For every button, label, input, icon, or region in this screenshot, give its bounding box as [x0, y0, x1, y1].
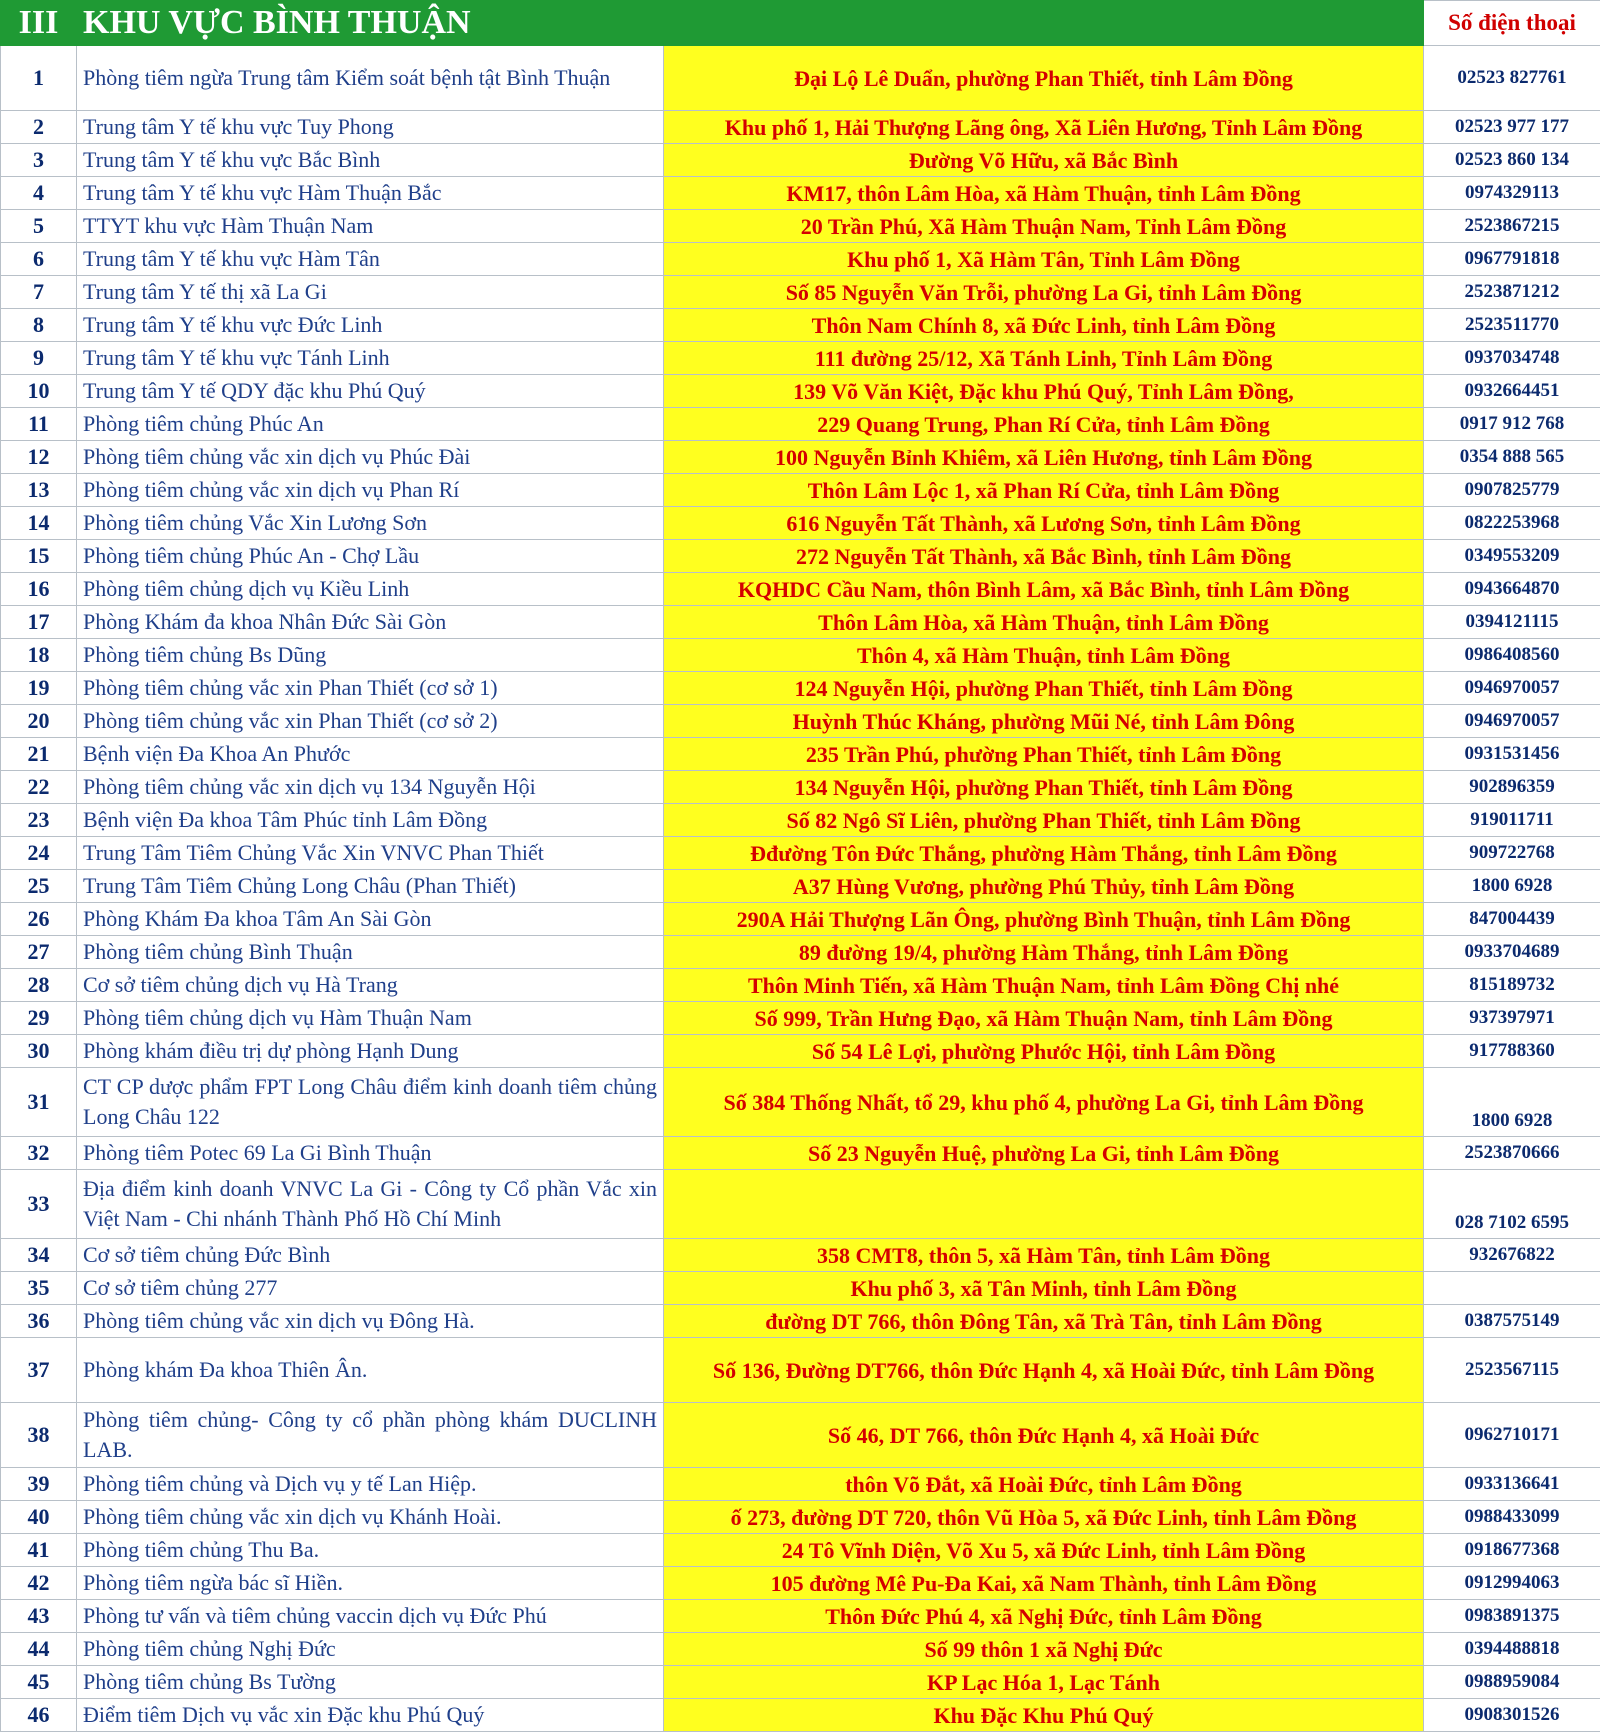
facility-address: Số 82 Ngô Sĩ Liên, phường Phan Thiết, tỉnh Lâm Đồng — [664, 804, 1424, 837]
facility-name: Phòng khám Đa khoa Thiên Ân. — [77, 1338, 664, 1403]
facility-address: 616 Nguyễn Tất Thành, xã Lương Sơn, tỉnh Lâm Đồng — [664, 507, 1424, 540]
facility-phone: 0967791818 — [1424, 243, 1600, 276]
table-row — [1, 1338, 1600, 1403]
facility-phone: 847004439 — [1424, 903, 1600, 936]
table-row — [1, 375, 1600, 408]
facility-address: 139 Võ Văn Kiệt, Đặc khu Phú Quý, Tỉnh Lâm Đồng, — [664, 375, 1424, 408]
row-number: 43 — [1, 1600, 77, 1633]
facility-address: thôn Võ Đắt, xã Hoài Đức, tỉnh Lâm Đồng — [664, 1468, 1424, 1501]
facility-phone: 0912994063 — [1424, 1567, 1600, 1600]
table-row — [1, 1501, 1600, 1534]
table-row — [1, 1403, 1600, 1468]
facility-address: Đđường Tôn Đức Thắng, phường Hàm Thắng, tỉnh Lâm Đồng — [664, 837, 1424, 870]
table-row — [1, 771, 1600, 804]
facility-phone: 0962710171 — [1424, 1403, 1600, 1468]
row-number: 7 — [1, 276, 77, 309]
facility-phone: 2523871212 — [1424, 276, 1600, 309]
phone-column-header: Số điện thoại — [1424, 1, 1600, 46]
facility-name: Phòng tiêm chủng vắc xin dịch vụ Phúc Đài — [77, 441, 664, 474]
facility-name: Phòng tiêm chủng Phúc An - Chợ Lầu — [77, 540, 664, 573]
row-number: 36 — [1, 1305, 77, 1338]
row-number: 38 — [1, 1403, 77, 1468]
facility-name: Phòng tiêm chủng vắc xin dịch vụ 134 Nguyễn Hội — [77, 771, 664, 804]
facility-name: Phòng tiêm chủng- Công ty cổ phần phòng khám DUCLINH LAB. — [77, 1403, 664, 1468]
facility-address: đường DT 766, thôn Đông Tân, xã Trà Tân, tỉnh Lâm Đồng — [664, 1305, 1424, 1338]
facility-name: Phòng tiêm chủng Nghị Đức — [77, 1633, 664, 1666]
facility-address: Đại Lộ Lê Duẩn, phường Phan Thiết, tỉnh Lâm Đồng — [664, 46, 1424, 111]
facility-phone: 0983891375 — [1424, 1600, 1600, 1633]
facility-address: 100 Nguyễn Bỉnh Khiêm, xã Liên Hương, tỉnh Lâm Đồng — [664, 441, 1424, 474]
facility-address: Số 46, DT 766, thôn Đức Hạnh 4, xã Hoài Đức — [664, 1403, 1424, 1468]
facility-phone: 02523 827761 — [1424, 46, 1600, 111]
table-row — [1, 1068, 1600, 1137]
facility-name: Phòng tiêm ngừa bác sĩ Hiền. — [77, 1567, 664, 1600]
facility-address: 89 đường 19/4, phường Hàm Thắng, tỉnh Lâm Đồng — [664, 936, 1424, 969]
row-number: 14 — [1, 507, 77, 540]
facility-name: Trung tâm Y tế khu vực Hàm Tân — [77, 243, 664, 276]
facility-name: Trung tâm Y tế QDY đặc khu Phú Quý — [77, 375, 664, 408]
facility-name: Trung Tâm Tiêm Chủng Long Châu (Phan Thiết) — [77, 870, 664, 903]
table-row — [1, 1239, 1600, 1272]
facility-address: Thôn Minh Tiến, xã Hàm Thuận Nam, tỉnh Lâm Đồng Chị nhé — [664, 969, 1424, 1002]
facility-phone: 815189732 — [1424, 969, 1600, 1002]
row-number: 11 — [1, 408, 77, 441]
facility-phone: 0932664451 — [1424, 375, 1600, 408]
facility-phone: 2523567115 — [1424, 1338, 1600, 1403]
table-row — [1, 309, 1600, 342]
row-number: 23 — [1, 804, 77, 837]
table-row — [1, 903, 1600, 936]
row-number: 20 — [1, 705, 77, 738]
facility-name: Trung tâm Y tế khu vực Tuy Phong — [77, 111, 664, 144]
row-number: 21 — [1, 738, 77, 771]
row-number: 33 — [1, 1170, 77, 1239]
table-row — [1, 1002, 1600, 1035]
table-row — [1, 1035, 1600, 1068]
table-row — [1, 144, 1600, 177]
row-number: 19 — [1, 672, 77, 705]
facility-address: Khu phố 1, Xã Hàm Tân, Tỉnh Lâm Đồng — [664, 243, 1424, 276]
row-number: 42 — [1, 1567, 77, 1600]
table-row — [1, 342, 1600, 375]
facility-address: Khu phố 3, xã Tân Minh, tỉnh Lâm Đồng — [664, 1272, 1424, 1305]
table-row — [1, 540, 1600, 573]
row-number: 37 — [1, 1338, 77, 1403]
row-number: 4 — [1, 177, 77, 210]
row-number: 3 — [1, 144, 77, 177]
facility-name: Phòng tiêm chủng vắc xin dịch vụ Đông Hà. — [77, 1305, 664, 1338]
facility-phone: 1800 6928 — [1424, 870, 1600, 903]
table-row — [1, 1170, 1600, 1239]
facility-phone: 0946970057 — [1424, 672, 1600, 705]
facility-name: Cơ sở tiêm chủng 277 — [77, 1272, 664, 1305]
facility-address: 235 Trần Phú, phường Phan Thiết, tỉnh Lâm Đồng — [664, 738, 1424, 771]
facility-address: 134 Nguyễn Hội, phường Phan Thiết, tỉnh Lâm Đồng — [664, 771, 1424, 804]
row-number: 39 — [1, 1468, 77, 1501]
table-row — [1, 111, 1600, 144]
table-row — [1, 936, 1600, 969]
section-number: III — [1, 1, 77, 46]
facility-name: Phòng khám điều trị dự phòng Hạnh Dung — [77, 1035, 664, 1068]
facility-name: Phòng tiêm chủng vắc xin Phan Thiết (cơ sở 2) — [77, 705, 664, 738]
facility-address: 24 Tô Vĩnh Diện, Võ Xu 5, xã Đức Linh, tỉnh Lâm Đồng — [664, 1534, 1424, 1567]
facility-phone: 0394121115 — [1424, 606, 1600, 639]
table-row — [1, 177, 1600, 210]
facility-name: Địa điểm kinh doanh VNVC La Gi - Công ty Cổ phần Vắc xin Việt Nam - Chi nhánh Thành Phố Hồ Chí Minh — [77, 1170, 664, 1239]
facility-address: 20 Trần Phú, Xã Hàm Thuận Nam, Tỉnh Lâm Đồng — [664, 210, 1424, 243]
facility-phone: 0354 888 565 — [1424, 441, 1600, 474]
facility-phone: 0349553209 — [1424, 540, 1600, 573]
table-row — [1, 837, 1600, 870]
table-row — [1, 804, 1600, 837]
table-row — [1, 969, 1600, 1002]
table-row — [1, 210, 1600, 243]
table-row — [1, 1468, 1600, 1501]
row-number: 34 — [1, 1239, 77, 1272]
facility-address: Khu Đặc Khu Phú Quý — [664, 1699, 1424, 1732]
facility-name: Phòng tiêm chủng vắc xin dịch vụ Phan Rí — [77, 474, 664, 507]
row-number: 8 — [1, 309, 77, 342]
row-number: 25 — [1, 870, 77, 903]
row-number: 6 — [1, 243, 77, 276]
facility-name: Phòng tiêm ngừa Trung tâm Kiểm soát bệnh tật Bình Thuận — [77, 46, 664, 111]
facility-address: Đường Võ Hữu, xã Bắc Bình — [664, 144, 1424, 177]
facility-address: Huỳnh Thúc Kháng, phường Mũi Né, tỉnh Lâm Đông — [664, 705, 1424, 738]
facility-name: CT CP dược phẩm FPT Long Châu điểm kinh doanh tiêm chủng Long Châu 122 — [77, 1068, 664, 1137]
facility-name: Phòng Khám Đa khoa Tâm An Sài Gòn — [77, 903, 664, 936]
facility-name: Phòng tiêm chủng Vắc Xin Lương Sơn — [77, 507, 664, 540]
table-row — [1, 1633, 1600, 1666]
table-row — [1, 1305, 1600, 1338]
row-number: 31 — [1, 1068, 77, 1137]
facility-name: Phòng tiêm chủng dịch vụ Kiều Linh — [77, 573, 664, 606]
facility-address: Số 99 thôn 1 xã Nghị Đức — [664, 1633, 1424, 1666]
table-row — [1, 276, 1600, 309]
facility-phone: 0986408560 — [1424, 639, 1600, 672]
facility-phone: 0822253968 — [1424, 507, 1600, 540]
facility-name: Cơ sở tiêm chủng dịch vụ Hà Trang — [77, 969, 664, 1002]
row-number: 13 — [1, 474, 77, 507]
facility-address: Thôn Lâm Lộc 1, xã Phan Rí Cửa, tỉnh Lâm Đồng — [664, 474, 1424, 507]
section-title: KHU VỰC BÌNH THUẬN — [77, 1, 1424, 46]
row-number: 46 — [1, 1699, 77, 1732]
table-row — [1, 441, 1600, 474]
facility-phone: 2523867215 — [1424, 210, 1600, 243]
facility-name: Cơ sở tiêm chủng Đức Bình — [77, 1239, 664, 1272]
row-number: 22 — [1, 771, 77, 804]
facility-address: ố 273, đường DT 720, thôn Vũ Hòa 5, xã Đức Linh, tỉnh Lâm Đồng — [664, 1501, 1424, 1534]
facility-name: Trung Tâm Tiêm Chủng Vắc Xin VNVC Phan Thiết — [77, 837, 664, 870]
row-number: 30 — [1, 1035, 77, 1068]
facility-name: Bệnh viện Đa khoa Tâm Phúc tỉnh Lâm Đồng — [77, 804, 664, 837]
facility-phone — [1424, 1272, 1600, 1305]
facility-name: Phòng tiêm chủng vắc xin dịch vụ Khánh Hoài. — [77, 1501, 664, 1534]
table-row — [1, 1666, 1600, 1699]
facility-phone: 0946970057 — [1424, 705, 1600, 738]
facility-address: 358 CMT8, thôn 5, xã Hàm Tân, tỉnh Lâm Đồng — [664, 1239, 1424, 1272]
facility-name: Phòng tiêm chủng Bình Thuận — [77, 936, 664, 969]
facility-address: KQHDC Cầu Nam, thôn Bình Lâm, xã Bắc Bình, tỉnh Lâm Đồng — [664, 573, 1424, 606]
table-row — [1, 1600, 1600, 1633]
row-number: 9 — [1, 342, 77, 375]
facility-phone: 937397971 — [1424, 1002, 1600, 1035]
facility-address: 124 Nguyễn Hội, phường Phan Thiết, tỉnh Lâm Đồng — [664, 672, 1424, 705]
row-number: 1 — [1, 46, 77, 111]
facility-phone: 0387575149 — [1424, 1305, 1600, 1338]
facility-address: Thôn Nam Chính 8, xã Đức Linh, tỉnh Lâm Đồng — [664, 309, 1424, 342]
facility-phone: 2523870666 — [1424, 1137, 1600, 1170]
table-row — [1, 573, 1600, 606]
row-number: 17 — [1, 606, 77, 639]
facility-phone: 2523511770 — [1424, 309, 1600, 342]
table-row — [1, 1534, 1600, 1567]
facility-phone: 1800 6928 — [1424, 1068, 1600, 1137]
row-number: 2 — [1, 111, 77, 144]
facility-address: A37 Hùng Vương, phường Phú Thủy, tỉnh Lâm Đồng — [664, 870, 1424, 903]
table-row — [1, 1567, 1600, 1600]
row-number: 29 — [1, 1002, 77, 1035]
facility-name: Bệnh viện Đa Khoa An Phước — [77, 738, 664, 771]
facility-phone: 902896359 — [1424, 771, 1600, 804]
facility-address: Số 54 Lê Lợi, phường Phước Hội, tỉnh Lâm Đồng — [664, 1035, 1424, 1068]
row-number: 27 — [1, 936, 77, 969]
facility-address: 272 Nguyễn Tất Thành, xã Bắc Bình, tỉnh Lâm Đồng — [664, 540, 1424, 573]
facility-phone: 919011711 — [1424, 804, 1600, 837]
facility-address: KP Lạc Hóa 1, Lạc Tánh — [664, 1666, 1424, 1699]
row-number: 15 — [1, 540, 77, 573]
facility-phone: 909722768 — [1424, 837, 1600, 870]
facility-phone: 0394488818 — [1424, 1633, 1600, 1666]
row-number: 45 — [1, 1666, 77, 1699]
facility-phone: 932676822 — [1424, 1239, 1600, 1272]
row-number: 12 — [1, 441, 77, 474]
facility-phone: 0933136641 — [1424, 1468, 1600, 1501]
facility-name: Phòng tiêm Potec 69 La Gi Bình Thuận — [77, 1137, 664, 1170]
facility-name: Trung tâm Y tế thị xã La Gi — [77, 276, 664, 309]
row-number: 16 — [1, 573, 77, 606]
row-number: 5 — [1, 210, 77, 243]
table-row — [1, 507, 1600, 540]
facility-address: 111 đường 25/12, Xã Tánh Linh, Tỉnh Lâm Đồng — [664, 342, 1424, 375]
facility-name: Phòng tư vấn và tiêm chủng vaccin dịch vụ Đức Phú — [77, 1600, 664, 1633]
facility-address: Thôn Đức Phú 4, xã Nghị Đức, tỉnh Lâm Đồng — [664, 1600, 1424, 1633]
facility-address: 105 đường Mê Pu-Đa Kai, xã Nam Thành, tỉnh Lâm Đồng — [664, 1567, 1424, 1600]
row-number: 28 — [1, 969, 77, 1002]
facility-phone: 0907825779 — [1424, 474, 1600, 507]
facility-name: Phòng tiêm chủng Phúc An — [77, 408, 664, 441]
facility-phone: 0974329113 — [1424, 177, 1600, 210]
facility-phone: 028 7102 6595 — [1424, 1170, 1600, 1239]
facility-phone: 02523 977 177 — [1424, 111, 1600, 144]
row-number: 40 — [1, 1501, 77, 1534]
facility-phone: 0918677368 — [1424, 1534, 1600, 1567]
facility-address: Thôn 4, xã Hàm Thuận, tỉnh Lâm Đồng — [664, 639, 1424, 672]
table-row — [1, 870, 1600, 903]
table-row — [1, 672, 1600, 705]
facility-name: Phòng tiêm chủng Bs Tường — [77, 1666, 664, 1699]
row-number: 18 — [1, 639, 77, 672]
facility-address: Số 23 Nguyễn Huệ, phường La Gi, tỉnh Lâm Đồng — [664, 1137, 1424, 1170]
facility-name: Phòng tiêm chủng vắc xin Phan Thiết (cơ sở 1) — [77, 672, 664, 705]
facility-phone: 0931531456 — [1424, 738, 1600, 771]
facility-name: Trung tâm Y tế khu vực Đức Linh — [77, 309, 664, 342]
facility-address — [664, 1170, 1424, 1239]
row-number: 35 — [1, 1272, 77, 1305]
facility-name: Điểm tiêm Dịch vụ vắc xin Đặc khu Phú Quý — [77, 1699, 664, 1732]
table-row — [1, 408, 1600, 441]
row-number: 44 — [1, 1633, 77, 1666]
table-row — [1, 738, 1600, 771]
facility-address: 290A Hải Thượng Lãn Ông, phường Bình Thuận, tỉnh Lâm Đồng — [664, 903, 1424, 936]
table-row — [1, 243, 1600, 276]
facility-phone: 0988433099 — [1424, 1501, 1600, 1534]
row-number: 26 — [1, 903, 77, 936]
facility-name: Phòng tiêm chủng và Dịch vụ y tế Lan Hiệp. — [77, 1468, 664, 1501]
table-row — [1, 474, 1600, 507]
facility-name: TTYT khu vực Hàm Thuận Nam — [77, 210, 664, 243]
row-number: 10 — [1, 375, 77, 408]
facility-address: Thôn Lâm Hòa, xã Hàm Thuận, tỉnh Lâm Đồng — [664, 606, 1424, 639]
facility-phone: 917788360 — [1424, 1035, 1600, 1068]
facility-address: KM17, thôn Lâm Hòa, xã Hàm Thuận, tỉnh Lâm Đồng — [664, 177, 1424, 210]
row-number: 24 — [1, 837, 77, 870]
facility-name: Trung tâm Y tế khu vực Tánh Linh — [77, 342, 664, 375]
facility-phone: 02523 860 134 — [1424, 144, 1600, 177]
facility-name: Phòng tiêm chủng Thu Ba. — [77, 1534, 664, 1567]
facility-address: 229 Quang Trung, Phan Rí Cửa, tỉnh Lâm Đồng — [664, 408, 1424, 441]
table-row — [1, 639, 1600, 672]
facility-name: Phòng tiêm chủng dịch vụ Hàm Thuận Nam — [77, 1002, 664, 1035]
table-row — [1, 1137, 1600, 1170]
facility-address: Số 999, Trần Hưng Đạo, xã Hàm Thuận Nam, tỉnh Lâm Đồng — [664, 1002, 1424, 1035]
facility-name: Trung tâm Y tế khu vực Hàm Thuận Bắc — [77, 177, 664, 210]
facility-address: Số 384 Thống Nhất, tổ 29, khu phố 4, phường La Gi, tỉnh Lâm Đồng — [664, 1068, 1424, 1137]
table-row — [1, 46, 1600, 111]
facility-name: Trung tâm Y tế khu vực Bắc Bình — [77, 144, 664, 177]
facility-phone: 0908301526 — [1424, 1699, 1600, 1732]
facility-phone: 0937034748 — [1424, 342, 1600, 375]
table-header — [1, 1, 1600, 46]
row-number: 41 — [1, 1534, 77, 1567]
facility-phone: 0988959084 — [1424, 1666, 1600, 1699]
facility-address: Khu phố 1, Hải Thượng Lãng ông, Xã Liên Hương, Tỉnh Lâm Đồng — [664, 111, 1424, 144]
row-number: 32 — [1, 1137, 77, 1170]
facility-name: Phòng Khám đa khoa Nhân Đức Sài Gòn — [77, 606, 664, 639]
table-row — [1, 1699, 1600, 1732]
table-row — [1, 1272, 1600, 1305]
facility-phone: 0917 912 768 — [1424, 408, 1600, 441]
facility-address: Số 85 Nguyễn Văn Trỗi, phường La Gi, tỉnh Lâm Đồng — [664, 276, 1424, 309]
facility-name: Phòng tiêm chủng Bs Dũng — [77, 639, 664, 672]
table-row — [1, 705, 1600, 738]
facility-address: Số 136, Đường DT766, thôn Đức Hạnh 4, xã Hoài Đức, tỉnh Lâm Đồng — [664, 1338, 1424, 1403]
facility-phone: 0943664870 — [1424, 573, 1600, 606]
table-row — [1, 606, 1600, 639]
facility-phone: 0933704689 — [1424, 936, 1600, 969]
